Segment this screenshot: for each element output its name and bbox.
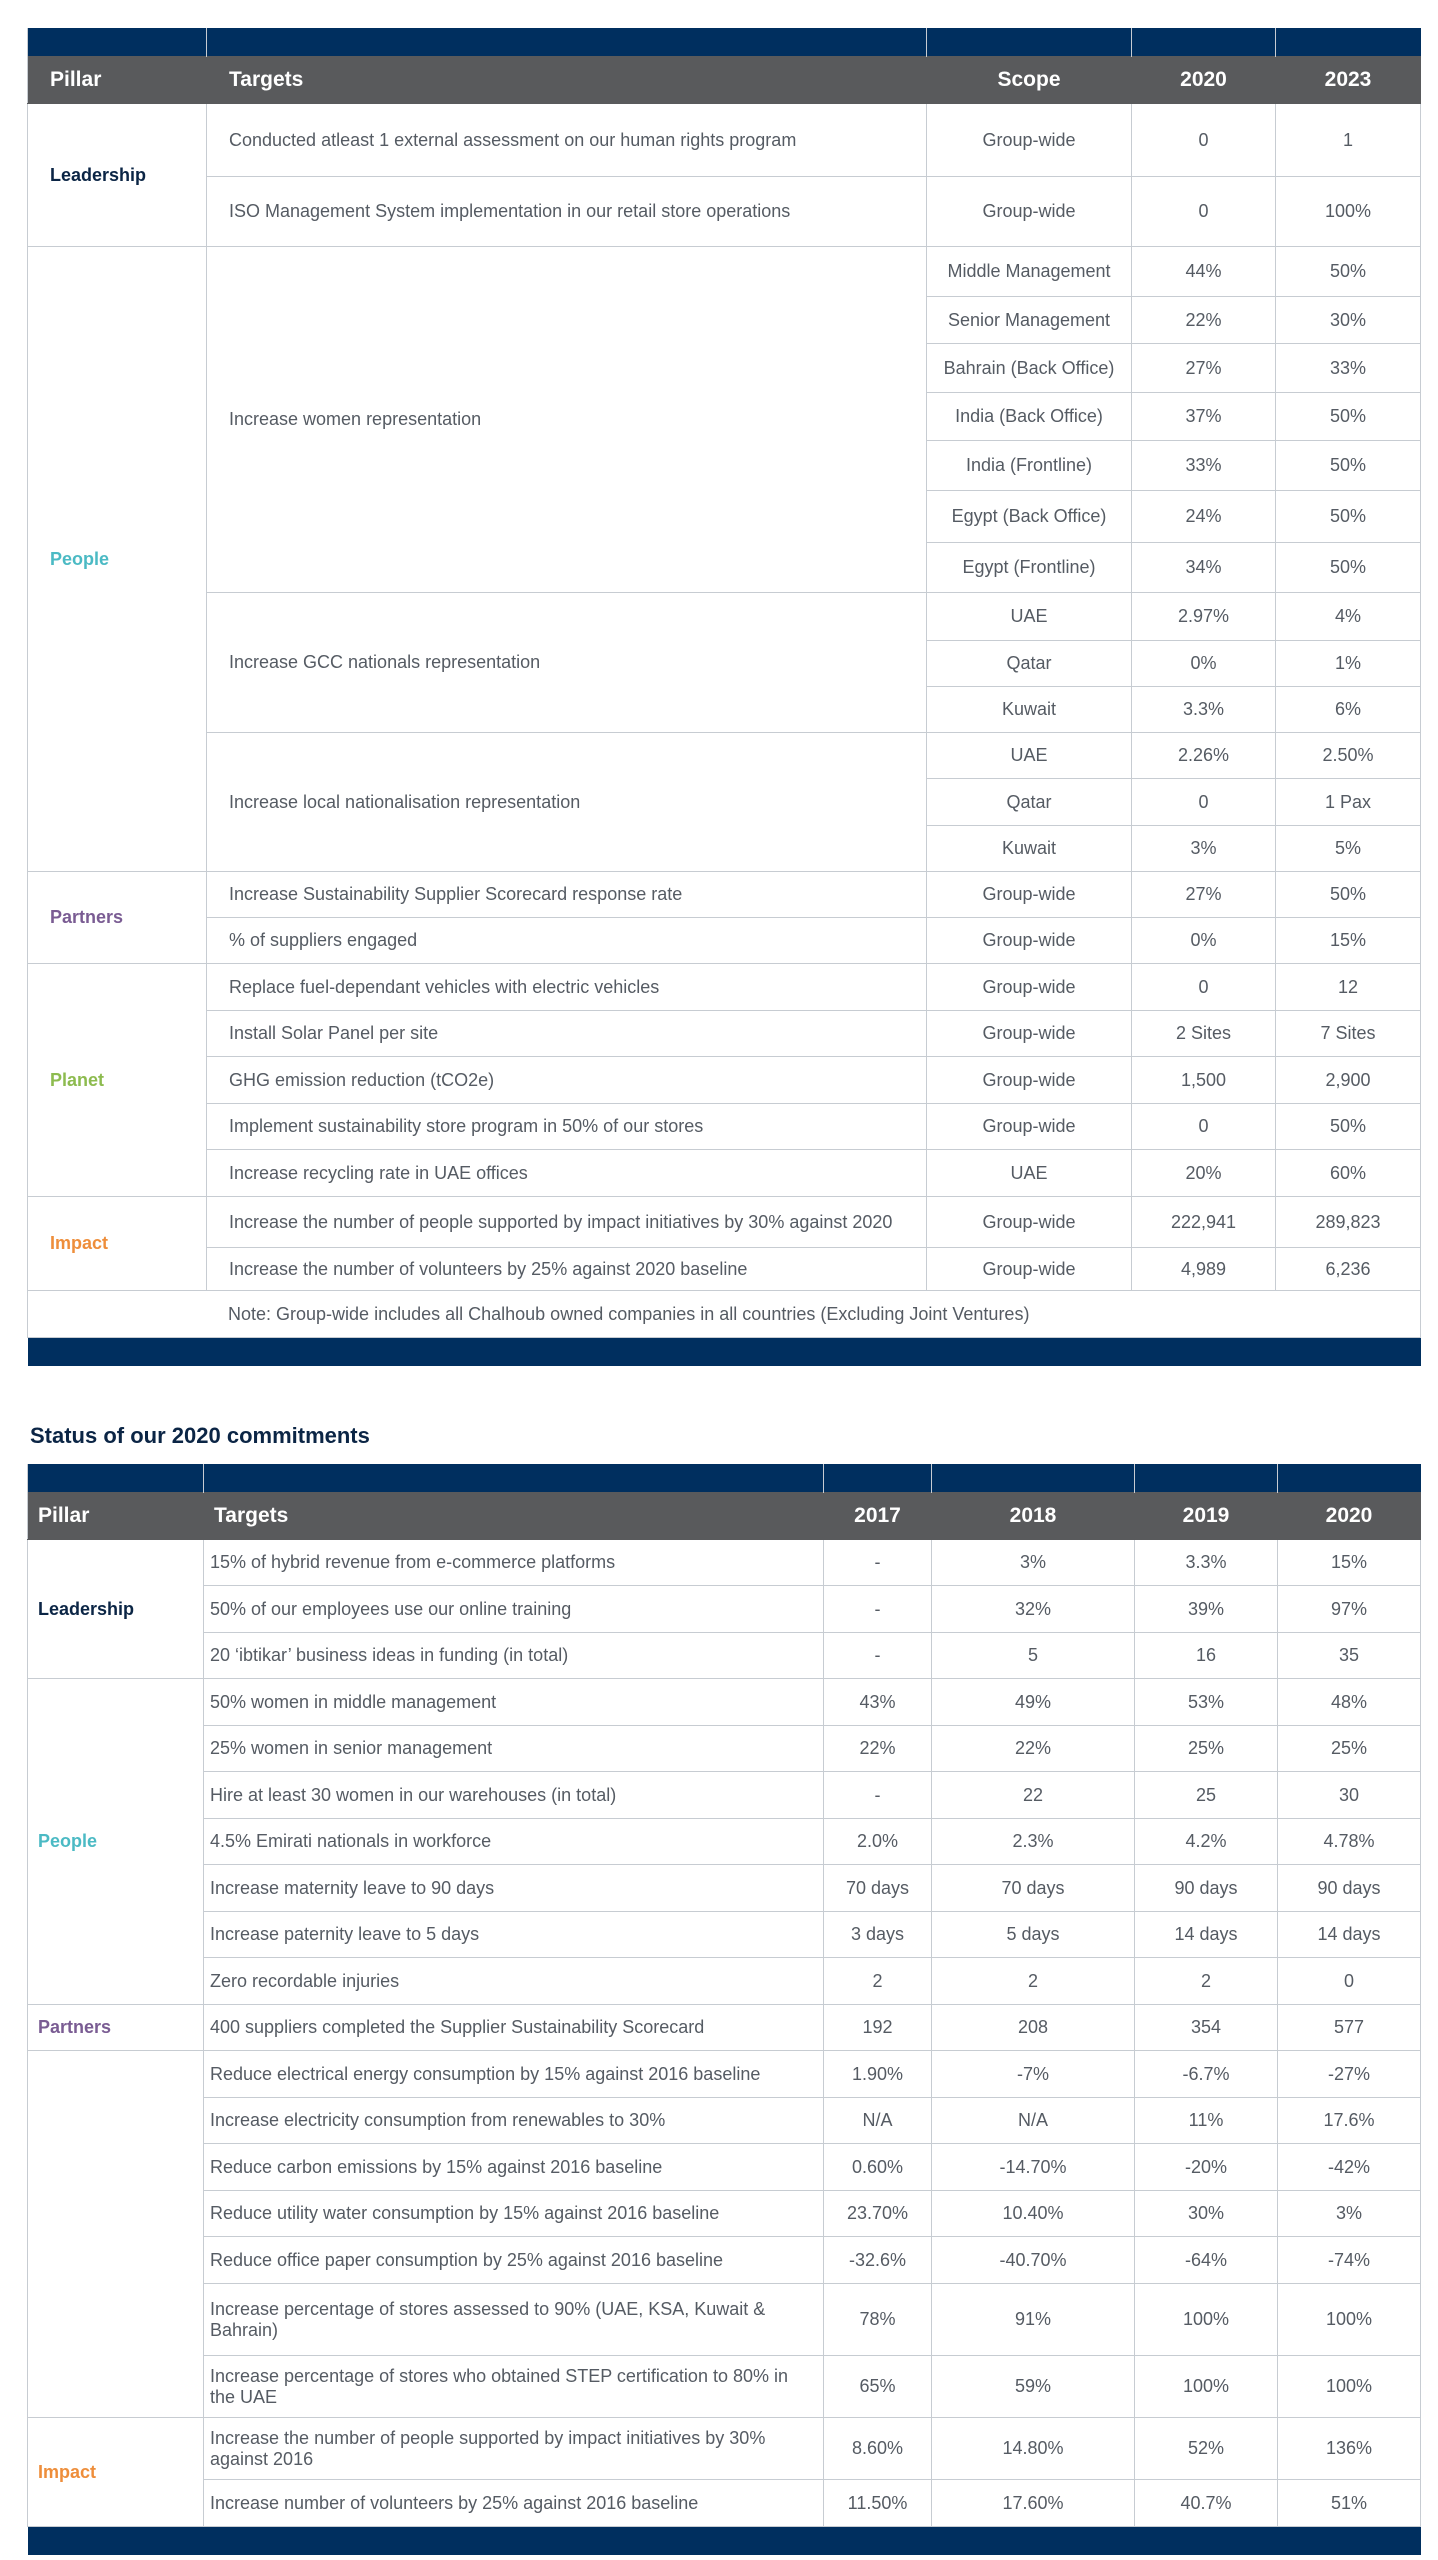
pillar-planet bbox=[28, 2051, 204, 2418]
value-2020-cell: 0 bbox=[1278, 1958, 1421, 2005]
value-2023-cell: 2.50% bbox=[1276, 733, 1421, 779]
value-2019-cell: 100% bbox=[1135, 2356, 1278, 2418]
scope-cell: Egypt (Frontline) bbox=[927, 543, 1132, 593]
value-2018-cell: 2 bbox=[932, 1958, 1135, 2005]
value-2023-cell: 50% bbox=[1276, 491, 1421, 543]
value-2020-cell: 2.26% bbox=[1132, 733, 1276, 779]
table-row bbox=[28, 2191, 1421, 2237]
target-cell: 4.5% Emirati nationals in workforce bbox=[204, 1819, 824, 1865]
value-2017-cell: 1.90% bbox=[824, 2051, 932, 2098]
value-2019-cell: 354 bbox=[1135, 2005, 1278, 2051]
scope-cell: Middle Management bbox=[927, 247, 1132, 297]
value-2019-cell: 14 days bbox=[1135, 1912, 1278, 1958]
table-row bbox=[28, 1197, 1421, 1248]
table-note: Note: Group-wide includes all Chalhoub owned companies in all countries (Excluding Joint Ventures) bbox=[28, 1291, 1421, 1338]
value-2020-cell: 44% bbox=[1132, 247, 1276, 297]
value-2020-cell: 35 bbox=[1278, 1633, 1421, 1679]
value-2020-cell: 100% bbox=[1278, 2284, 1421, 2356]
header-2020: 2020 bbox=[1278, 1493, 1421, 1540]
pillar-planet: Planet bbox=[28, 964, 207, 1197]
pillar-leadership: Leadership bbox=[28, 104, 207, 247]
value-2018-cell: 14.80% bbox=[932, 2418, 1135, 2480]
value-2023-cell: 50% bbox=[1276, 543, 1421, 593]
value-2018-cell: 5 days bbox=[932, 1912, 1135, 1958]
value-2020-cell: -27% bbox=[1278, 2051, 1421, 2098]
value-2023-cell: 50% bbox=[1276, 441, 1421, 491]
value-2020-cell: 25% bbox=[1278, 1726, 1421, 1772]
scope-cell: Group-wide bbox=[927, 104, 1132, 177]
table-header-row bbox=[28, 57, 1421, 104]
value-2018-cell: 91% bbox=[932, 2284, 1135, 2356]
target-cell: Increase the number of volunteers by 25% against 2020 baseline bbox=[207, 1248, 927, 1291]
table-row bbox=[28, 593, 1421, 641]
table-row bbox=[28, 247, 1421, 297]
scope-cell: India (Back Office) bbox=[927, 393, 1132, 441]
target-cell: Increase electricity consumption from renewables to 30% bbox=[204, 2098, 824, 2144]
value-2018-cell: 49% bbox=[932, 1679, 1135, 1726]
value-2023-cell: 1% bbox=[1276, 641, 1421, 687]
value-2020-cell: 33% bbox=[1132, 441, 1276, 491]
value-2020-cell: 222,941 bbox=[1132, 1197, 1276, 1248]
scope-cell: Senior Management bbox=[927, 297, 1132, 344]
table-row bbox=[28, 964, 1421, 1011]
target-cell: Increase maternity leave to 90 days bbox=[204, 1865, 824, 1912]
table-row bbox=[28, 733, 1421, 779]
target-cell: Increase recycling rate in UAE offices bbox=[207, 1150, 927, 1197]
value-2020-cell: 0 bbox=[1132, 1104, 1276, 1150]
table-row bbox=[28, 1150, 1421, 1197]
value-2020-cell: 27% bbox=[1132, 344, 1276, 393]
value-2018-cell: -14.70% bbox=[932, 2144, 1135, 2191]
table-bottom-bar bbox=[28, 1338, 1421, 1367]
value-2020-cell: 15% bbox=[1278, 1540, 1421, 1586]
value-2019-cell: 52% bbox=[1135, 2418, 1278, 2480]
scope-cell: Group-wide bbox=[927, 1011, 1132, 1057]
target-cell: Reduce carbon emissions by 15% against 2016 baseline bbox=[204, 2144, 824, 2191]
value-2023-cell: 1 Pax bbox=[1276, 779, 1421, 826]
value-2023-cell: 4% bbox=[1276, 593, 1421, 641]
section-title: Status of our 2020 commitments bbox=[30, 1423, 370, 1448]
target-cell: Increase number of volunteers by 25% against 2016 baseline bbox=[204, 2480, 824, 2527]
value-2017-cell: N/A bbox=[824, 2098, 932, 2144]
target-cell: 400 suppliers completed the Supplier Sustainability Scorecard bbox=[204, 2005, 824, 2051]
value-2020-cell: 22% bbox=[1132, 297, 1276, 344]
value-2017-cell: 65% bbox=[824, 2356, 932, 2418]
value-2018-cell: 22 bbox=[932, 1772, 1135, 1819]
table-row bbox=[28, 177, 1421, 247]
value-2018-cell: 59% bbox=[932, 2356, 1135, 2418]
pillar-people: People bbox=[28, 247, 207, 872]
value-2020-cell: 100% bbox=[1278, 2356, 1421, 2418]
table-row bbox=[28, 2144, 1421, 2191]
table-row bbox=[28, 1772, 1421, 1819]
scope-cell: India (Frontline) bbox=[927, 441, 1132, 491]
target-cell: GHG emission reduction (tCO2e) bbox=[207, 1057, 927, 1104]
scope-cell: Group-wide bbox=[927, 964, 1132, 1011]
scope-cell: UAE bbox=[927, 1150, 1132, 1197]
value-2019-cell: 40.7% bbox=[1135, 2480, 1278, 2527]
table-row bbox=[28, 1912, 1421, 1958]
value-2018-cell: 5 bbox=[932, 1633, 1135, 1679]
value-2018-cell: 3% bbox=[932, 1540, 1135, 1586]
header-2017: 2017 bbox=[824, 1493, 932, 1540]
scope-cell: Group-wide bbox=[927, 918, 1132, 964]
value-2018-cell: -7% bbox=[932, 2051, 1135, 2098]
scope-cell: Qatar bbox=[927, 641, 1132, 687]
pillar-impact: Impact bbox=[28, 2418, 204, 2527]
value-2020-cell: 0% bbox=[1132, 641, 1276, 687]
table-row bbox=[28, 918, 1421, 964]
value-2023-cell: 7 Sites bbox=[1276, 1011, 1421, 1057]
value-2023-cell: 6% bbox=[1276, 687, 1421, 733]
target-cell: Install Solar Panel per site bbox=[207, 1011, 927, 1057]
header-pillar: Pillar bbox=[28, 1493, 204, 1540]
value-2018-cell: 208 bbox=[932, 2005, 1135, 2051]
table-row bbox=[28, 1540, 1421, 1586]
value-2017-cell: 0.60% bbox=[824, 2144, 932, 2191]
value-2023-cell: 50% bbox=[1276, 872, 1421, 918]
table-row bbox=[28, 2480, 1421, 2527]
header-2020: 2020 bbox=[1132, 57, 1276, 104]
value-2019-cell: 25% bbox=[1135, 1726, 1278, 1772]
target-cell: Zero recordable injuries bbox=[204, 1958, 824, 2005]
value-2019-cell: 90 days bbox=[1135, 1865, 1278, 1912]
commitments-table bbox=[27, 1464, 1421, 2555]
value-2019-cell: -20% bbox=[1135, 2144, 1278, 2191]
value-2023-cell: 50% bbox=[1276, 393, 1421, 441]
header-pillar: Pillar bbox=[28, 57, 207, 104]
value-2019-cell: 2 bbox=[1135, 1958, 1278, 2005]
value-2019-cell: 39% bbox=[1135, 1586, 1278, 1633]
value-2023-cell: 6,236 bbox=[1276, 1248, 1421, 1291]
target-cell: 15% of hybrid revenue from e-commerce platforms bbox=[204, 1540, 824, 1586]
table-top-bar bbox=[28, 28, 1421, 57]
value-2020-cell: 0 bbox=[1132, 779, 1276, 826]
value-2020-cell: 3.3% bbox=[1132, 687, 1276, 733]
table-row bbox=[28, 1248, 1421, 1291]
target-cell: Increase Sustainability Supplier Scorecard response rate bbox=[207, 872, 927, 918]
value-2020-cell: 0% bbox=[1132, 918, 1276, 964]
table-bottom-bar bbox=[28, 2527, 1421, 2556]
value-2020-cell: 24% bbox=[1132, 491, 1276, 543]
table-row bbox=[28, 2237, 1421, 2284]
value-2023-cell: 1 bbox=[1276, 104, 1421, 177]
value-2017-cell: - bbox=[824, 1772, 932, 1819]
value-2023-cell: 33% bbox=[1276, 344, 1421, 393]
value-2017-cell: 11.50% bbox=[824, 2480, 932, 2527]
scope-cell: Group-wide bbox=[927, 1104, 1132, 1150]
table-row bbox=[28, 2051, 1421, 2098]
value-2020-cell: 2.97% bbox=[1132, 593, 1276, 641]
value-2019-cell: 16 bbox=[1135, 1633, 1278, 1679]
table-row bbox=[28, 2418, 1421, 2480]
target-cell: Increase the number of people supported by impact initiatives by 30% against 2020 bbox=[207, 1197, 927, 1248]
value-2019-cell: -6.7% bbox=[1135, 2051, 1278, 2098]
value-2017-cell: 70 days bbox=[824, 1865, 932, 1912]
value-2019-cell: 25 bbox=[1135, 1772, 1278, 1819]
scope-cell: Group-wide bbox=[927, 872, 1132, 918]
value-2020-cell: 0 bbox=[1132, 104, 1276, 177]
table-row bbox=[28, 1865, 1421, 1912]
target-cell: Increase local nationalisation representation bbox=[207, 733, 927, 872]
scope-cell: Egypt (Back Office) bbox=[927, 491, 1132, 543]
pillar-impact: Impact bbox=[28, 1197, 207, 1291]
value-2017-cell: 2 bbox=[824, 1958, 932, 2005]
pillar-people: People bbox=[28, 1679, 204, 2005]
value-2019-cell: 3.3% bbox=[1135, 1540, 1278, 1586]
value-2020-cell: 4,989 bbox=[1132, 1248, 1276, 1291]
value-2023-cell: 50% bbox=[1276, 247, 1421, 297]
value-2020-cell: 34% bbox=[1132, 543, 1276, 593]
value-2017-cell: 43% bbox=[824, 1679, 932, 1726]
value-2017-cell: 2.0% bbox=[824, 1819, 932, 1865]
target-cell: 50% women in middle management bbox=[204, 1679, 824, 1726]
target-cell: Increase women representation bbox=[207, 247, 927, 593]
target-cell: % of suppliers engaged bbox=[207, 918, 927, 964]
value-2020-cell: 48% bbox=[1278, 1679, 1421, 1726]
target-cell: Reduce utility water consumption by 15% against 2016 baseline bbox=[204, 2191, 824, 2237]
value-2020-cell: -74% bbox=[1278, 2237, 1421, 2284]
table-row bbox=[28, 1104, 1421, 1150]
target-cell: Replace fuel-dependant vehicles with electric vehicles bbox=[207, 964, 927, 1011]
value-2020-cell: 0 bbox=[1132, 177, 1276, 247]
value-2020-cell: -42% bbox=[1278, 2144, 1421, 2191]
value-2020-cell: 90 days bbox=[1278, 1865, 1421, 1912]
value-2018-cell: 17.60% bbox=[932, 2480, 1135, 2527]
target-cell: Increase percentage of stores assessed to 90% (UAE, KSA, Kuwait & Bahrain) bbox=[204, 2284, 824, 2356]
value-2018-cell: N/A bbox=[932, 2098, 1135, 2144]
value-2020-cell: 51% bbox=[1278, 2480, 1421, 2527]
scope-cell: Group-wide bbox=[927, 1057, 1132, 1104]
value-2020-cell: 97% bbox=[1278, 1586, 1421, 1633]
value-2023-cell: 12 bbox=[1276, 964, 1421, 1011]
target-cell: Hire at least 30 women in our warehouses (in total) bbox=[204, 1772, 824, 1819]
scope-cell: Kuwait bbox=[927, 826, 1132, 872]
target-cell: Reduce office paper consumption by 25% against 2016 baseline bbox=[204, 2237, 824, 2284]
target-cell: 25% women in senior management bbox=[204, 1726, 824, 1772]
note-row bbox=[28, 1291, 1421, 1338]
header-scope: Scope bbox=[927, 57, 1132, 104]
target-cell: Increase percentage of stores who obtained STEP certification to 80% in the UAE bbox=[204, 2356, 824, 2418]
header-targets: Targets bbox=[207, 57, 927, 104]
value-2018-cell: -40.70% bbox=[932, 2237, 1135, 2284]
value-2023-cell: 289,823 bbox=[1276, 1197, 1421, 1248]
scope-cell: Qatar bbox=[927, 779, 1132, 826]
target-cell: 20 ‘ibtikar’ business ideas in funding (in total) bbox=[204, 1633, 824, 1679]
header-2018: 2018 bbox=[932, 1493, 1135, 1540]
targets-table bbox=[27, 28, 1421, 1366]
value-2023-cell: 5% bbox=[1276, 826, 1421, 872]
value-2019-cell: 4.2% bbox=[1135, 1819, 1278, 1865]
value-2023-cell: 60% bbox=[1276, 1150, 1421, 1197]
scope-cell: UAE bbox=[927, 593, 1132, 641]
value-2017-cell: 78% bbox=[824, 2284, 932, 2356]
value-2019-cell: 30% bbox=[1135, 2191, 1278, 2237]
value-2020-cell: 17.6% bbox=[1278, 2098, 1421, 2144]
table-row bbox=[28, 1726, 1421, 1772]
value-2017-cell: - bbox=[824, 1633, 932, 1679]
header-targets: Targets bbox=[204, 1493, 824, 1540]
value-2023-cell: 100% bbox=[1276, 177, 1421, 247]
table-row bbox=[28, 1011, 1421, 1057]
value-2019-cell: -64% bbox=[1135, 2237, 1278, 2284]
pillar-partners: Partners bbox=[28, 2005, 204, 2051]
table-row bbox=[28, 2356, 1421, 2418]
value-2017-cell: 23.70% bbox=[824, 2191, 932, 2237]
value-2020-cell: 27% bbox=[1132, 872, 1276, 918]
target-cell: Conducted atleast 1 external assessment on our human rights program bbox=[207, 104, 927, 177]
value-2019-cell: 11% bbox=[1135, 2098, 1278, 2144]
pillar-partners: Partners bbox=[28, 872, 207, 964]
value-2020-cell: 3% bbox=[1132, 826, 1276, 872]
value-2020-cell: 2 Sites bbox=[1132, 1011, 1276, 1057]
value-2017-cell: - bbox=[824, 1540, 932, 1586]
value-2020-cell: 1,500 bbox=[1132, 1057, 1276, 1104]
pillar-leadership: Leadership bbox=[28, 1540, 204, 1679]
table-row bbox=[28, 872, 1421, 918]
value-2017-cell: 192 bbox=[824, 2005, 932, 2051]
target-cell: Implement sustainability store program in 50% of our stores bbox=[207, 1104, 927, 1150]
value-2017-cell: -32.6% bbox=[824, 2237, 932, 2284]
value-2020-cell: 577 bbox=[1278, 2005, 1421, 2051]
table-row bbox=[28, 1679, 1421, 1726]
value-2020-cell: 37% bbox=[1132, 393, 1276, 441]
value-2020-cell: 30 bbox=[1278, 1772, 1421, 1819]
value-2023-cell: 2,900 bbox=[1276, 1057, 1421, 1104]
value-2020-cell: 3% bbox=[1278, 2191, 1421, 2237]
value-2020-cell: 0 bbox=[1132, 964, 1276, 1011]
table-row bbox=[28, 1633, 1421, 1679]
scope-cell: Bahrain (Back Office) bbox=[927, 344, 1132, 393]
target-cell: Reduce electrical energy consumption by 15% against 2016 baseline bbox=[204, 2051, 824, 2098]
value-2018-cell: 32% bbox=[932, 1586, 1135, 1633]
value-2023-cell: 50% bbox=[1276, 1104, 1421, 1150]
table-row bbox=[28, 104, 1421, 177]
value-2019-cell: 100% bbox=[1135, 2284, 1278, 2356]
target-cell: Increase GCC nationals representation bbox=[207, 593, 927, 733]
table-row bbox=[28, 2098, 1421, 2144]
value-2018-cell: 10.40% bbox=[932, 2191, 1135, 2237]
value-2017-cell: - bbox=[824, 1586, 932, 1633]
value-2018-cell: 2.3% bbox=[932, 1819, 1135, 1865]
table-row bbox=[28, 2005, 1421, 2051]
table-row bbox=[28, 1958, 1421, 2005]
target-cell: 50% of our employees use our online training bbox=[204, 1586, 824, 1633]
value-2020-cell: 136% bbox=[1278, 2418, 1421, 2480]
value-2018-cell: 22% bbox=[932, 1726, 1135, 1772]
value-2017-cell: 3 days bbox=[824, 1912, 932, 1958]
table-top-bar bbox=[28, 1464, 1421, 1493]
value-2020-cell: 20% bbox=[1132, 1150, 1276, 1197]
header-2023: 2023 bbox=[1276, 57, 1421, 104]
value-2017-cell: 22% bbox=[824, 1726, 932, 1772]
value-2019-cell: 53% bbox=[1135, 1679, 1278, 1726]
value-2018-cell: 70 days bbox=[932, 1865, 1135, 1912]
table-row bbox=[28, 1057, 1421, 1104]
table-row bbox=[28, 2284, 1421, 2356]
target-cell: ISO Management System implementation in our retail store operations bbox=[207, 177, 927, 247]
scope-cell: Kuwait bbox=[927, 687, 1132, 733]
scope-cell: Group-wide bbox=[927, 177, 1132, 247]
value-2023-cell: 30% bbox=[1276, 297, 1421, 344]
table-row bbox=[28, 1819, 1421, 1865]
value-2020-cell: 14 days bbox=[1278, 1912, 1421, 1958]
table-header-row bbox=[28, 1493, 1421, 1540]
value-2017-cell: 8.60% bbox=[824, 2418, 932, 2480]
value-2023-cell: 15% bbox=[1276, 918, 1421, 964]
target-cell: Increase paternity leave to 5 days bbox=[204, 1912, 824, 1958]
target-cell: Increase the number of people supported by impact initiatives by 30% against 2016 bbox=[204, 2418, 824, 2480]
scope-cell: Group-wide bbox=[927, 1197, 1132, 1248]
table-row bbox=[28, 1586, 1421, 1633]
value-2020-cell: 4.78% bbox=[1278, 1819, 1421, 1865]
header-2019: 2019 bbox=[1135, 1493, 1278, 1540]
scope-cell: Group-wide bbox=[927, 1248, 1132, 1291]
scope-cell: UAE bbox=[927, 733, 1132, 779]
